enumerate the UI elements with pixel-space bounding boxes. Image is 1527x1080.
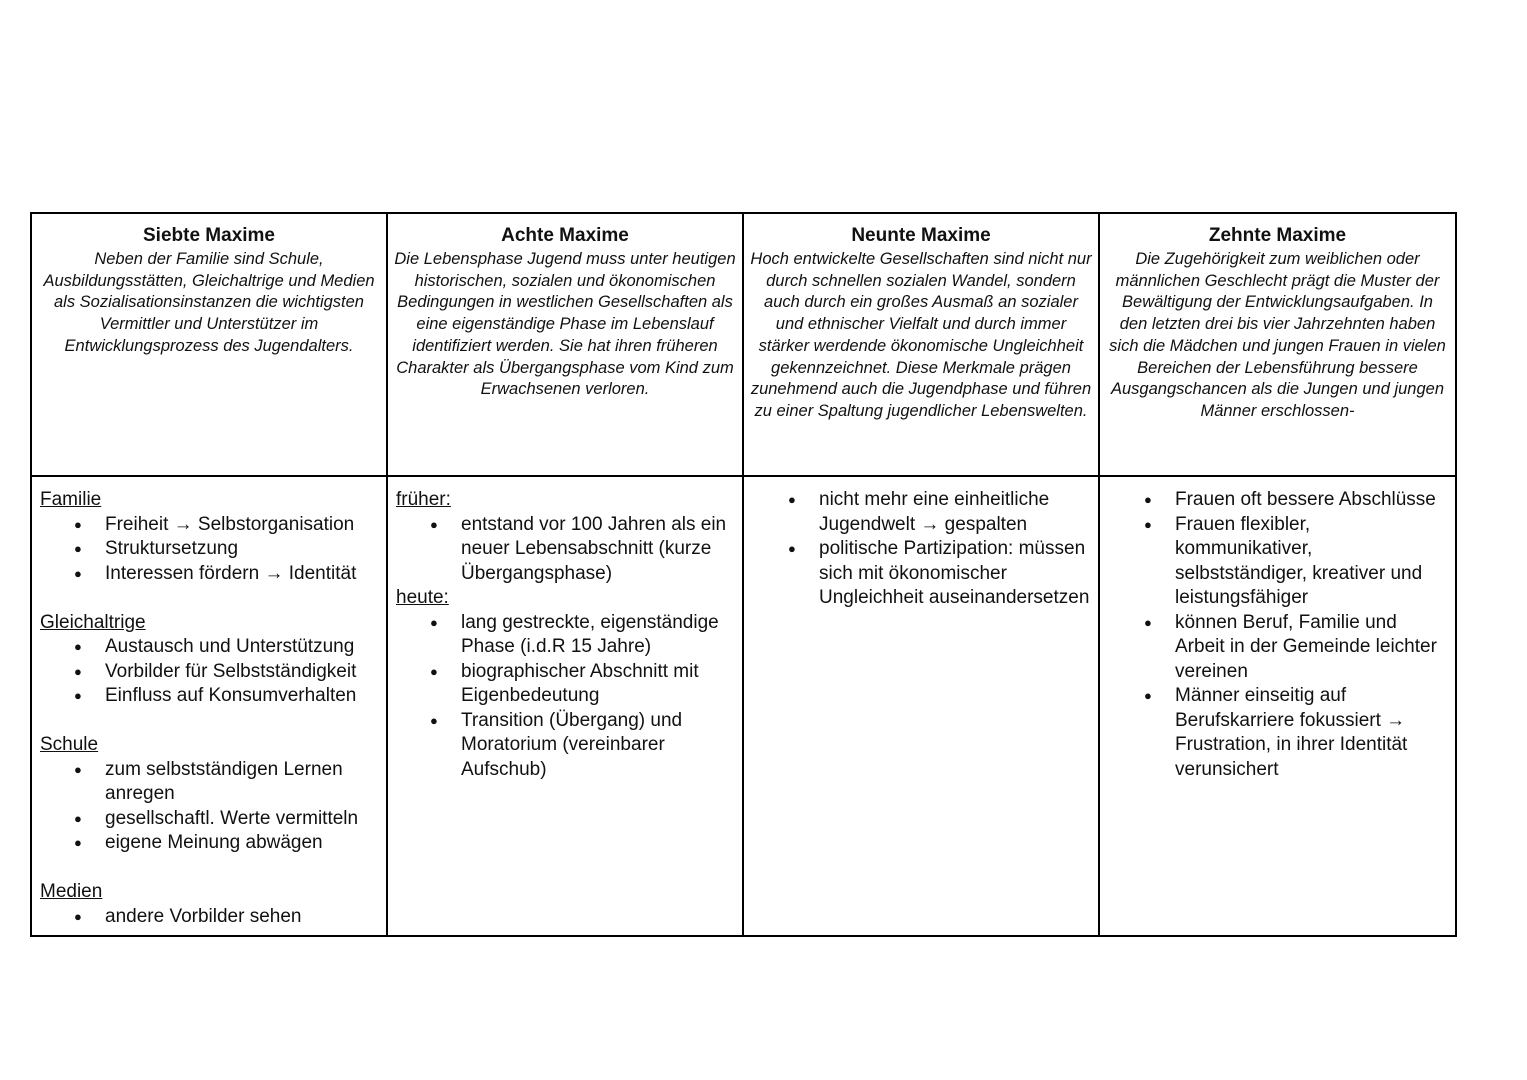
list-item: ● Frauen oft bessere Abschlüsse xyxy=(1144,488,1447,513)
list-item: ● andere Vorbilder sehen xyxy=(74,905,378,930)
section-heading-medien: Medien xyxy=(40,881,103,902)
bullet-list xyxy=(40,635,378,709)
maxim-statement: Die Zugehörigkeit zum weiblichen oder männlichen Geschlecht prägt die Muster der Bewältigung der Entwicklungsaufgaben. In den letzten drei bis vier Jahrzehnten haben sich die Mädchen und jungen Frauen in vielen Bereichen der Lebensführung bessere Ausgangschancen als die Jungen und jungen Männer erschlossen- xyxy=(1109,250,1446,420)
bullet-list xyxy=(1108,488,1447,782)
bullet-list xyxy=(396,611,734,783)
bullet-list xyxy=(752,488,1090,611)
maxim-statement: Die Lebensphase Jugend muss unter heutigen historischen, sozialen und ökonomischen Bedingungen in westlichen Gesellschaften als eine eigenständige Phase im Lebenslauf identifiziert werden. Sie hat ihren früheren Charakter als Übergangsphase vom Kind zum Erwachsenen verloren. xyxy=(394,250,736,399)
list-item: ● biographischer Abschnitt mit Eigenbedeutung xyxy=(430,660,734,709)
maxim-title: Siebte Maxime xyxy=(143,225,275,246)
section-heading-schule: Schule xyxy=(40,734,99,755)
bullet-list xyxy=(40,758,378,856)
section-heading-gleichaltrige: Gleichaltrige xyxy=(40,611,146,633)
list-item: ● Transition (Übergang) und Moratorium (vereinbarer Aufschub) xyxy=(430,709,734,783)
header-cell-neunte xyxy=(743,213,1099,476)
header-cell-achte xyxy=(387,213,743,476)
list-item: ● Freiheit → Selbstorganisation xyxy=(74,513,378,538)
list-item: ● Struktursetzung xyxy=(74,537,378,562)
list-item: ● Austausch und Unterstützung xyxy=(74,635,378,660)
notes-cell-achte xyxy=(387,476,743,936)
list-item: ● zum selbstständigen Lernen anregen xyxy=(74,758,378,807)
list-item: ● Einfluss auf Konsumverhalten xyxy=(74,684,378,709)
list-item: ● Interessen fördern → Identität xyxy=(74,562,378,587)
list-item: ● nicht mehr eine einheitliche Jugendwelt → gespalten xyxy=(788,488,1090,537)
bullet-list xyxy=(40,905,378,930)
list-item: ● lang gestreckte, eigenständige Phase (i.d.R 15 Jahre) xyxy=(430,611,734,660)
list-item: ● gesellschaftl. Werte vermitteln xyxy=(74,807,378,832)
header-cell-siebte xyxy=(31,213,387,476)
section-heading-familie: Familie xyxy=(40,489,102,510)
list-item: ● Vorbilder für Selbstständigkeit xyxy=(74,660,378,685)
maxim-statement: Hoch entwickelte Gesellschaften sind nicht nur durch schnellen sozialen Wandel, sondern auch durch ein großes Ausmaß an sozialer und ethnischer Vielfalt und durch immer stärker werdende ökonomische Ungleichheit gekennzeichnet. Diese Merkmale prägen zunehmend auch die Jugendphase und führen zu einer Spaltung jugendlicher Lebenswelten. xyxy=(750,250,1092,420)
list-item: ● Männer einseitig auf Berufskarriere fokussiert → Frustration, in ihrer Identität verunsichert xyxy=(1144,684,1447,782)
section-heading-heute: heute: xyxy=(396,587,449,608)
list-item: ● Frauen flexibler, kommunikativer, selbstständiger, kreativer und leistungsfähiger xyxy=(1144,513,1447,611)
maxim-title: Neunte Maxime xyxy=(851,225,991,246)
list-item: ● eigene Meinung abwägen xyxy=(74,831,378,856)
section-heading-frueher: früher: xyxy=(396,489,451,510)
maxim-statement: Neben der Familie sind Schule, Ausbildungsstätten, Gleichaltrige und Medien als Sozialisationsinstanzen die wichtigsten Vermittler und Unterstützer im Entwicklungsprozess des Jugendalters. xyxy=(43,250,375,355)
list-item: ● können Beruf, Familie und Arbeit in der Gemeinde leichter vereinen xyxy=(1144,611,1447,685)
list-item: ● politische Partizipation: müssen sich mit ökonomischer Ungleichheit auseinandersetzen xyxy=(788,537,1090,611)
bullet-list xyxy=(40,513,378,587)
maxim-title: Zehnte Maxime xyxy=(1208,225,1347,246)
header-cell-zehnte xyxy=(1099,213,1456,476)
header-row xyxy=(31,213,1456,476)
notes-row xyxy=(31,476,1456,936)
notes-cell-zehnte xyxy=(1099,476,1456,936)
maxims-table xyxy=(30,212,1457,937)
notes-cell-siebte xyxy=(31,476,387,936)
maxim-title: Achte Maxime xyxy=(501,225,629,246)
list-item: ● entstand vor 100 Jahren als ein neuer Lebensabschnitt (kurze Übergangsphase) xyxy=(430,513,734,587)
bullet-list xyxy=(396,513,734,587)
notes-cell-neunte xyxy=(743,476,1099,936)
